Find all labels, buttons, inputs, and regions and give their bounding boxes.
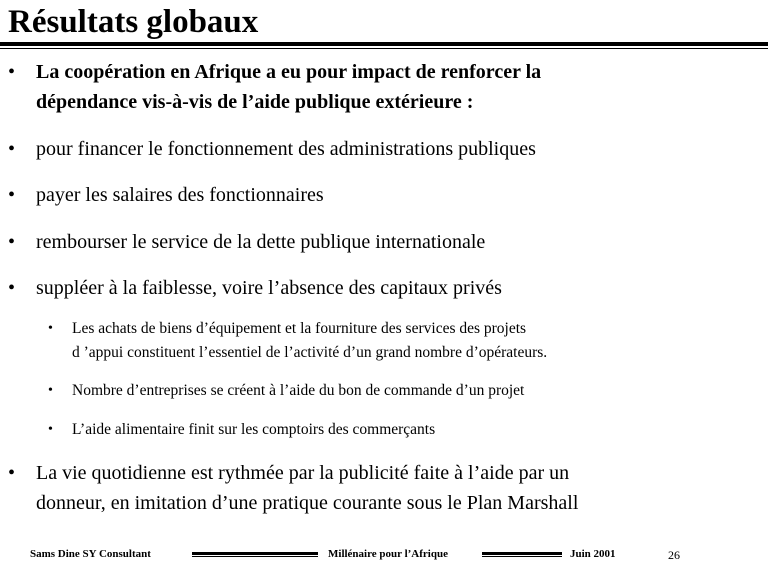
footer-rule-right-thin: [482, 556, 562, 557]
slide-title: Résultats globaux: [8, 4, 259, 40]
sub-bullet-2-text: Nombre d’entreprises se créent à l’aide du bon de commande d’un projet: [72, 382, 525, 399]
bullet-5-text: suppléer à la faiblesse, voire l’absence des capitaux privés: [36, 277, 502, 299]
bullet-marker: •: [8, 61, 16, 83]
bullet-marker: •: [8, 138, 16, 160]
title-rule-thin: [0, 48, 768, 49]
sub-bullet-1-line-2: d ’appui constituent l’essentiel de l’activité d’un grand nombre d’opérateurs.: [72, 344, 548, 361]
bullet-4-text: rembourser le service de la dette publique internationale: [36, 231, 486, 253]
sub-bullet-1-line-1: Les achats de biens d’équipement et la fourniture des services des projets: [72, 320, 527, 337]
footer-page-number: 26: [668, 548, 680, 562]
footer-rule-left: [192, 552, 318, 555]
bullet-marker: •: [8, 462, 16, 484]
sub-bullet-marker: •: [48, 321, 53, 336]
footer-event: Millénaire pour l’Afrique: [328, 548, 448, 560]
footer-rule-right: [482, 552, 562, 555]
bullet-2-text: pour financer le fonctionnement des administrations publiques: [36, 138, 536, 160]
footer-author: Sams Dine SY Consultant: [30, 548, 151, 560]
bullet-marker: •: [8, 184, 16, 206]
sub-bullet-3-text: L’aide alimentaire finit sur les comptoirs des commerçants: [72, 421, 436, 438]
title-rule-thick: [0, 42, 768, 46]
sub-bullet-marker: •: [48, 422, 53, 437]
bullet-marker: •: [8, 277, 16, 299]
bullet-6-line-2: donneur, en imitation d’une pratique courante sous le Plan Marshall: [36, 492, 579, 514]
sub-bullet-marker: •: [48, 383, 53, 398]
bullet-1-line-1: La coopération en Afrique a eu pour impact de renforcer la: [36, 61, 542, 83]
bullet-marker: •: [8, 231, 16, 253]
footer-rule-left-thin: [192, 556, 318, 557]
footer-date: Juin 2001: [570, 548, 616, 560]
bullet-1-line-2: dépendance vis-à-vis de l’aide publique extérieure :: [36, 91, 474, 113]
bullet-6-line-1: La vie quotidienne est rythmée par la publicité faite à l’aide par un: [36, 462, 570, 484]
bullet-3-text: payer les salaires des fonctionnaires: [36, 184, 324, 206]
